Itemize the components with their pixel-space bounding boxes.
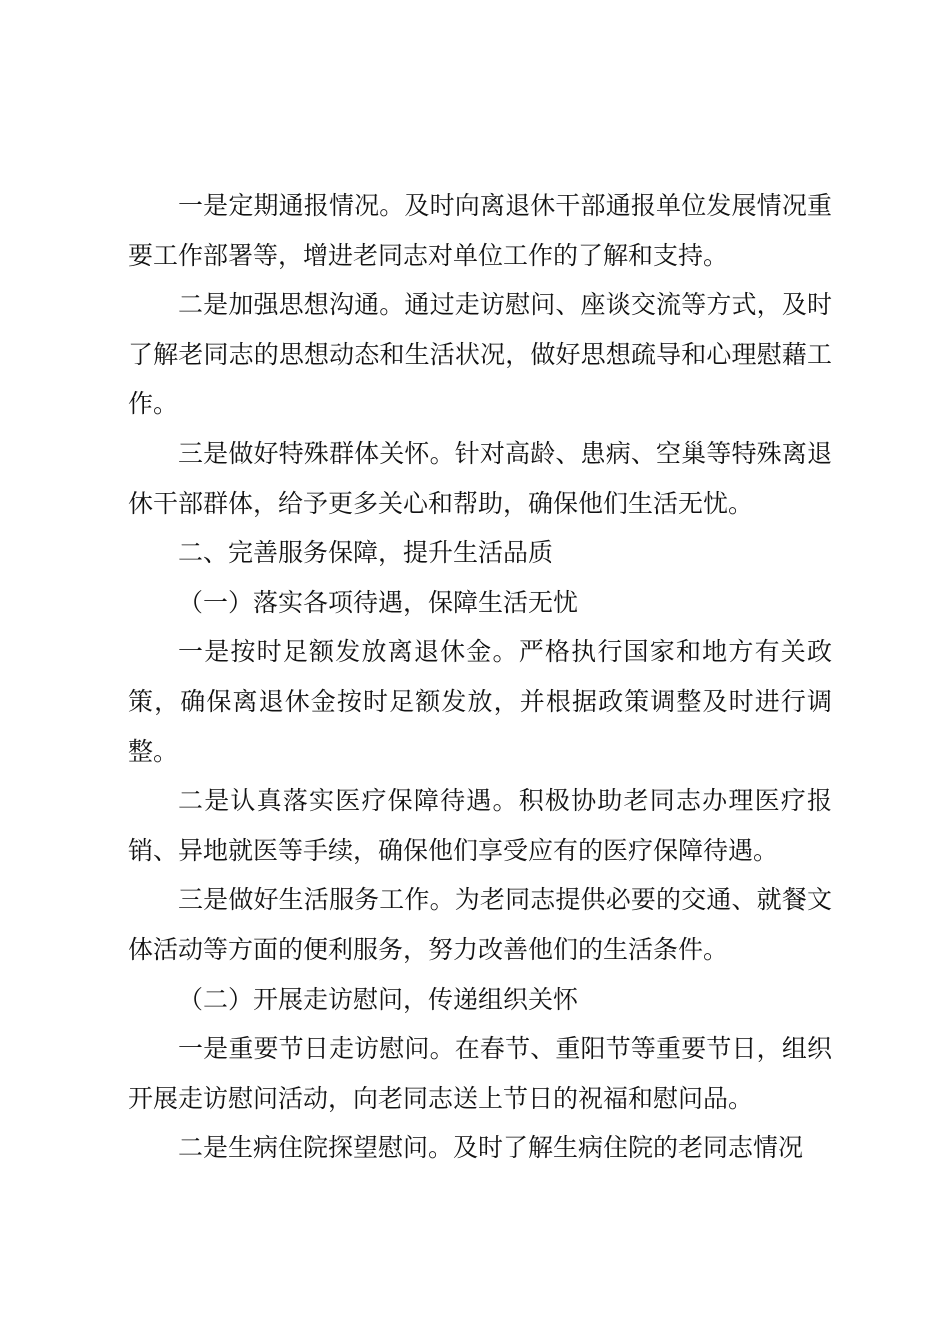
subsection-heading-visits: （二）开展走访慰问，传递组织关怀 — [178, 984, 579, 1014]
paragraph-pension: 一是按时足额发放离退休金。严格执行国家和地方有关政策，确保离退休金按时足额发放，并根据政策调整及时进行调整。 — [128, 637, 832, 766]
subsection-heading-benefits: （一）落实各项待遇，保障生活无忧 — [178, 587, 579, 617]
paragraph-special-groups: 三是做好特殊群体关怀。针对高龄、患病、空巢等特殊离退休干部群体，给予更多关心和帮助，确保他们生活无忧。 — [128, 438, 832, 518]
paragraph-hospital-visits: 二是生病住院探望慰问。及时了解生病住院的老同志情况 — [178, 1133, 804, 1163]
document-body — [128, 181, 832, 1173]
section-heading-service: 二、完善服务保障，提升生活品质 — [178, 538, 554, 568]
paragraph-regular-briefing: 一是定期通报情况。及时向离退休干部通报单位发展情况重要工作部署等，增进老同志对单位工作的了解和支持。 — [128, 191, 832, 270]
paragraph-life-service: 三是做好生活服务工作。为老同志提供必要的交通、就餐文体活动等方面的便利服务，努力改善他们的生活条件。 — [128, 885, 832, 964]
paragraph-holiday-visits: 一是重要节日走访慰问。在春节、重阳节等重要节日，组织开展走访慰问活动，向老同志送上节日的祝福和慰问品。 — [128, 1034, 832, 1113]
paragraph-communication: 二是加强思想沟通。通过走访慰问、座谈交流等方式，及时了解老同志的思想动态和生活状况，做好思想疏导和心理慰藉工作。 — [128, 290, 832, 419]
paragraph-medical: 二是认真落实医疗保障待遇。积极协助老同志办理医疗报销、异地就医等手续，确保他们享受应有的医疗保障待遇。 — [128, 786, 832, 865]
